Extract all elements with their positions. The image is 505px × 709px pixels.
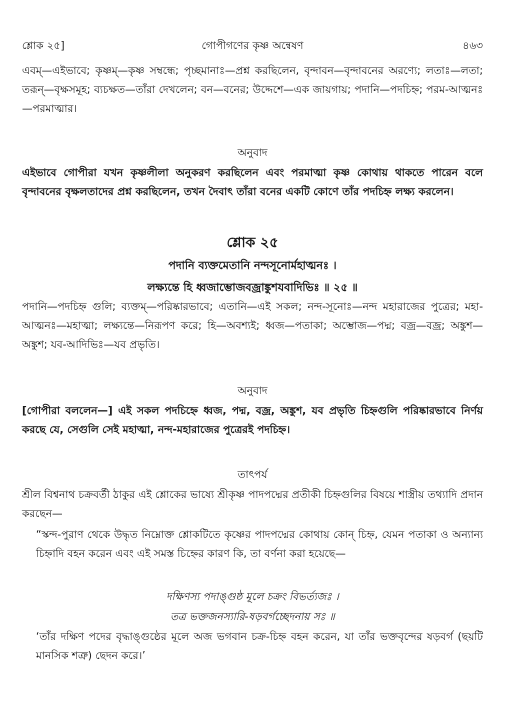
sanskrit-quote-line-1: দক্ষিণস্য পদাঙ্গুষ্ঠ মূলে চক্রং বিভর্ত্যজঃ । — [166, 591, 339, 603]
verse-title: শ্লোক ২৫ — [226, 235, 279, 251]
verse-line-1: পদানি ব্যক্তমেতানি নন্দসূনোর্মহাত্মনঃ । — [168, 259, 337, 272]
page-number: ৪৬৩ — [462, 40, 483, 52]
purport-paragraph-3: ‘তাঁর দক্ষিণ পদের বৃদ্ধাঙ্গুষ্ঠের মূলে অজ ভগবান চক্র-চিহ্ন বহন করেন, যা তাঁর ভক্তবৃন্দের ষড়বর্গ (ছয়টি মানসিক শত্রু) ছেদন করে।’ — [36, 631, 483, 662]
header-chapter-title: গোপীগণের কৃষ্ণ অন্বেষণ — [201, 40, 304, 52]
synonyms-block-1: এবম্—এইভাবে; কৃষ্ণম্—কৃষ্ণ সম্বন্ধে; পৃচ্ছমানাঃ—প্রশ্ন করছিলেন, বৃন্দাবন—বৃন্দাবনের অরণ্যে; লতাঃ—লতা; তরূন্—বৃক্ষসমূহ; ব্যচক্ষত—তাঁরা দেখলেন; বন—বনের; উদ্দেশে—এক জায়গায়; পদানি—পদচিহ্ন; পরম-আত্মনঃ—পরমাত্মার। — [22, 65, 483, 115]
purport-paragraph-1: শ্রীল বিশ্বনাথ চক্রবর্তী ঠাকুর এই শ্লোকের ভাষ্যে শ্রীকৃষ্ণ পাদপদ্মের প্রতীকী চিহ্নগুলির বিষয়ে শাস্ত্রীয় তথ্যাদি প্রদান করছেন— — [22, 489, 483, 520]
synonyms-block-2: পদানি—পদচিহ্ন গুলি; ব্যক্তম্—পরিষ্কারভাবে; এতানি—এই সকল; নন্দ-সূনোঃ—নন্দ মহারাজের পুত্রের; মহা-আত্মনঃ—মহাত্মা; লক্ষ্যন্তে—নিরূপণ করে; হি—অবশ্যই; ধ্বজ—পতাকা; অম্ভোজ—পদ্ম; বজ্র—বজ্র; অঙ্কুশ—অঙ্কুশ; যব-আদিভিঃ—যব প্রভৃতি। — [22, 301, 483, 351]
sanskrit-quote-line-2: তত্র ভক্তজনস্যারি-ষড়বর্গচ্ছেদনায় সঃ ॥ — [170, 611, 335, 623]
translation-text-2: [গোপীরা বললেন—] এই সকল পদচিহ্নে ধ্বজ, পদ্ম, বজ্র, অঙ্কুশ, যব প্রভৃতি চিহ্নগুলি পরিষ্কারভাবে নির্ণয় করছে যে, সেগুলি সেই মহাত্মা, নন্দ-মহারাজের পুত্রেরই পদচিহ্ন। — [22, 405, 483, 436]
header-verse-ref: শ্লোক ২৫] — [22, 40, 65, 52]
purport-heading: তাৎপর্য — [237, 469, 268, 481]
translation-text-1: এইভাবে গোপীরা যখন কৃষ্ণলীলা অনুকরণ করছিলেন এবং পরমাত্মা কৃষ্ণ কোথায় থাকতে পারেন বলে বৃন্দাবনের বৃক্ষলতাদের প্রশ্ন করছিলেন, তখন দৈবাৎ তাঁরা বনের একটি কোণে তাঁর পদচিহ্ন লক্ষ্য করলেন। — [22, 167, 483, 198]
running-header — [22, 38, 483, 54]
translation-heading-2: অনুবাদ — [237, 385, 268, 397]
translation-heading-1: অনুবাদ — [237, 147, 268, 159]
purport-paragraph-2: “স্কন্দ-পুরাণ থেকে উদ্ধৃত নিম্নোক্ত শ্লোকটিতে কৃষ্ণের পাদপদ্মের কোথায় কোন্ চিহ্ন, যেমন পতাকা ও অন্যান্য চিহ্নাদি বহন করেন এবং এই সমস্ত চিহ্নের কারণ কি, তা বর্ণনা করা হয়েছে— — [36, 529, 483, 560]
verse-line-2: লক্ষ্যন্তে হি ধ্বজাম্ভোজবজ্রাঙ্কুশযবাদিভিঃ ॥ ২৫ ॥ — [147, 281, 358, 294]
